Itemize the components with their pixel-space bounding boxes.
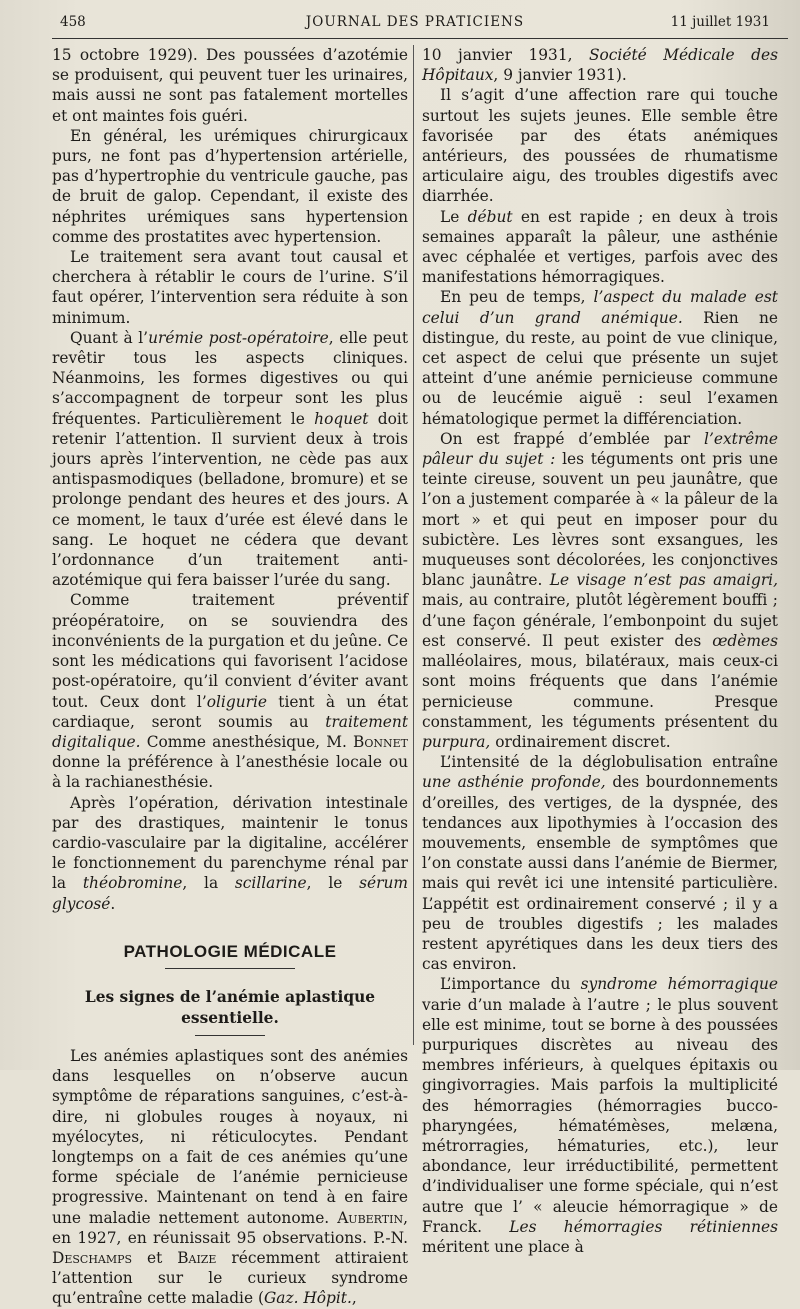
section-heading: PATHOLOGIE MÉDICALE: [123, 941, 337, 961]
paragraph: L’intensité de la déglobulisation entraîne une asthénie profonde, des bourdonnements d’oreilles, des vertiges, de la dyspnée, des tendances aux lipothymies à l’occasion des mouvements, ensemble de symptômes que l’on constate aussi dans l’anémie de Biermer, mais qui revêt ici une intensité particulière. L’appétit est ordinairement conservé ; il y a peu de troubles digestifs ; les malades restent apyrétiques dans les deux tiers des cas environ.: [422, 753, 778, 974]
paragraph: Après l’opération, dérivation intestinale par des drastiques, maintenir le tonus cardio-vasculaire par la digitaline, accélérer le fonctionnement du parenchyme rénal par la théobromine, la scillarine, le sérum glycosé.: [52, 793, 408, 913]
paragraph: Comme traitement préventif préopératoire, on se souviendra des inconvénients de la purgation et du jeûne. Ce sont les médications qui favorisent l’acidose post-opératoire, qu’il convient d’éviter avant tout. Ceux dont l’oligurie tient à un état cardiaque, seront soumis au traitement digitalique. Comme anesthésique, M. Bonnet donne la préférence à l’anesthésie locale ou à la rachianesthésie.: [52, 591, 408, 792]
paragraph: On est frappé d’emblée par l’extrême pâleur du sujet : les téguments ont pris une teinte cireuse, souvent un peu jaunâtre, que l’on a justement comparée à « la pâleur de la mort » et qui peut en imposer pour du subictère. Les lèvres sont exsangues, les muqueuses sont décolorées, les conjonctives blanc jaunâtre. Le visage n’est pas amaigri, mais, au contraire, plutôt légèrement bouffi ; d’une façon générale, l’embonpoint du sujet est conservé. Il peut exister des œdèmes malléolaires, mous, bilatéraux, mais ceux-ci sont moins fréquents que dans l’anémie pernicieuse commune. Presque constamment, les téguments présentent du purpura, ordinairement discret.: [422, 429, 778, 751]
article-title: Les signes de l’anémie aplastique essentielle.: [84, 987, 376, 1027]
column-divider: [413, 45, 414, 1045]
paragraph: Le traitement sera avant tout causal et cherchera à rétablir le cours de l’urine. S’il faut opérer, l’intervention sera réduite à son minimum.: [52, 248, 408, 327]
right-column: [422, 45, 778, 1257]
journal-title: JOURNAL DES PRATICIENS: [305, 14, 525, 30]
paragraph: Les anémies aplastiques sont des anémies dans lesquelles on n’observe aucun symptôme de réparations sanguines, c’est-à-dire, ni globules rouges à noyaux, ni myélocytes, ni réticulocytes. Pendant longtemps on a fait de ces anémies qu’une forme spéciale de l’anémie pernicieuse progressive. Maintenant on tend à en faire une maladie nettement autonome. Aubertin, en 1927, en réunissait 95 observations. P.-N. Deschamps et Baize récemment attiraient l’attention sur le curieux syndrome qu’entraîne cette maladie (Gaz. Hôpit.,: [52, 1046, 409, 1308]
paragraph: 10 janvier 1931, Société Médicale des Hôpitaux, 9 janvier 1931).: [422, 46, 778, 85]
paragraph: Le début en est rapide ; en deux à trois semaines apparaît la pâleur, une asthénie avec céphalée et vertiges, parfois avec des manifestations hémorragiques.: [422, 207, 778, 287]
issue-date: 11 juillet 1931: [670, 14, 770, 30]
paragraph: 15 octobre 1929). Des poussées d’azotémie se produisent, qui peuvent tuer les urinaires, mais aussi ne sont pas fatalement mortelles et ont maintes fois guéri.: [52, 46, 408, 125]
paragraph: Il s’agit d’une affection rare qui touche surtout les sujets jeunes. Elle semble être favorisée par des états anémiques antérieurs, des poussées de rhumatisme articulaire aigu, des troubles digestifs avec diarrhée.: [422, 86, 778, 206]
paragraph: Quant à l’urémie post-opératoire, elle peut revêtir tous les aspects cliniques. Néanmoins, les formes digestives ou qui s’accompagnent de torpeur sont les plus fréquentes. Particulièrement le hoquet doit retenir l’attention. Il survient deux à trois jours après l’intervention, ne cède pas aux antispasmodiques (belladone, bromure) et se prolonge pendant des heures et des jours. A ce moment, le taux d’urée est élevé dans le sang. Le hoquet ne cédera que devant l’ordonnance d’un traitement anti-azotémique qui fera baisser l’urée du sang.: [52, 328, 409, 590]
left-column: [52, 45, 408, 1309]
section-rule: [165, 968, 295, 969]
paragraph: En peu de temps, l’aspect du malade est celui d’un grand anémique. Rien ne distingue, du reste, au point de vue clinique, cet aspect de celui que présente un sujet atteint d’une anémie pernicieuse commune ou de leucémie aiguë : seul l’examen hématologique permet la différenciation.: [422, 288, 779, 428]
header-rule: [52, 38, 788, 39]
page-number: 458: [60, 14, 86, 30]
paragraph: En général, les urémiques chirurgicaux purs, ne font pas d’hypertension artérielle, pas d’hypertrophie du ventricule gauche, pas de bruit de galop. Cependant, il existe des néphrites urémiques sans hypertension comme des prostatites avec hypertension.: [52, 126, 408, 246]
paragraph: L’importance du syndrome hémorragique varie d’un malade à l’autre ; le plus souvent elle est minime, tout se borne à des poussées purpuriques discrètes au niveau des membres inférieurs, à quelques épitaxis ou gingivorragies. Mais parfois la multiplicité des hémorragies (hémorragies bucco-pharyngées, hématémèses, melæna, métrorragies, hématuries, etc.), leur abondance, leur irréductibilité, permettent d’individualiser une forme spéciale, qui n’est autre que l’ « aleucie hémorragique » de Franck. Les hémorragies rétiniennes méritent une place à: [422, 975, 778, 1256]
title-rule: [195, 1035, 265, 1036]
running-header: [60, 14, 770, 36]
